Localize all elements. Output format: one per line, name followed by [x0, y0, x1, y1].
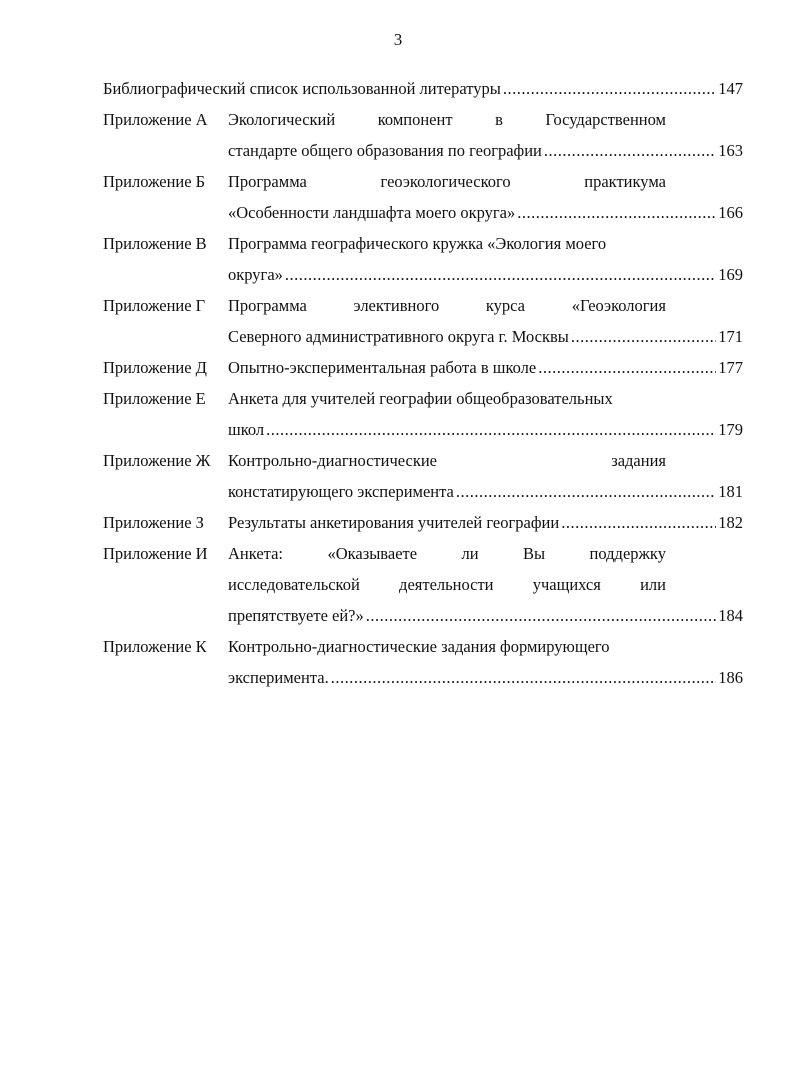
appendix-label: Приложение Г: [103, 296, 206, 315]
appendix-label: Приложение З: [103, 513, 204, 532]
word: или: [640, 575, 666, 594]
toc-entry-first-line: [228, 538, 666, 569]
toc-entry-title: стандарте общего образования по географии: [228, 141, 542, 160]
word: поддержку: [589, 544, 666, 563]
page-number: 3: [393, 30, 403, 49]
word: Государственном: [545, 110, 666, 129]
toc-entry-appendix-i[interactable]: [103, 538, 743, 631]
toc-entry-title: препятствуете ей?»: [228, 606, 364, 625]
toc-page-number: 181: [718, 482, 743, 501]
toc-entry-appendix-g[interactable]: [103, 290, 743, 352]
toc-page-number: 147: [718, 79, 743, 98]
leader-dots: [538, 352, 716, 383]
word: в: [495, 110, 503, 129]
toc-entry-appendix-d[interactable]: [103, 352, 743, 383]
appendix-label: Приложение И: [103, 544, 208, 563]
toc-entry-appendix-zh[interactable]: [103, 445, 743, 507]
leader-dots: [571, 321, 716, 352]
toc-entry-first-line: Анкета для учителей географии общеобразовательных: [228, 389, 613, 408]
leader-dots: [366, 600, 717, 631]
appendix-label: Приложение А: [103, 110, 208, 129]
appendix-label: Приложение Ж: [103, 451, 211, 470]
word: геоэкологического: [380, 172, 511, 191]
word: Вы: [523, 544, 546, 563]
word: Экологический: [228, 110, 336, 129]
toc-entry-first-line: [228, 166, 666, 197]
word: исследовательской: [228, 575, 360, 594]
word: практикума: [584, 172, 666, 191]
leader-dots: [517, 197, 716, 228]
toc-entry-first-line: Контрольно-диагностические задания формирующего: [228, 637, 610, 656]
leader-dots: [503, 73, 716, 104]
leader-dots: [561, 507, 716, 538]
toc-entry-bibliography[interactable]: [103, 73, 743, 104]
word: ли: [461, 544, 479, 563]
toc-page-number: 171: [718, 327, 743, 346]
toc-entry-title: «Особенности ландшафта моего округа»: [228, 203, 516, 222]
word: Контрольно-диагностические: [228, 451, 437, 470]
word: Программа: [228, 172, 307, 191]
word: деятельности: [399, 575, 494, 594]
toc-entry-title: школ: [228, 420, 265, 439]
toc-entry-title: эксперимента.: [228, 668, 329, 687]
toc-page-number: 163: [718, 141, 743, 160]
word: «Геоэкология: [571, 296, 666, 315]
toc-entry-first-line: [228, 290, 666, 321]
toc-entry-appendix-a[interactable]: [103, 104, 743, 166]
appendix-label: Приложение К: [103, 637, 207, 656]
leader-dots: [285, 259, 716, 290]
toc-page-number: 186: [718, 668, 743, 687]
appendix-label: Приложение Д: [103, 358, 207, 377]
toc-page-number: 169: [718, 265, 743, 284]
table-of-contents: [103, 73, 743, 693]
toc-entry-title: констатирующего эксперимента: [228, 482, 454, 501]
appendix-label: Приложение В: [103, 234, 207, 253]
toc-page-number: 182: [718, 513, 743, 532]
toc-entry-appendix-v[interactable]: [103, 228, 743, 290]
word: Программа: [228, 296, 307, 315]
toc-entry-middle-line: [228, 569, 666, 600]
toc-entry-title: Библиографический список использованной литературы: [103, 79, 501, 98]
toc-entry-first-line: [228, 104, 666, 135]
word: задания: [611, 451, 666, 470]
toc-page-number: 177: [718, 358, 743, 377]
toc-page-number: 184: [718, 606, 743, 625]
word: элективного: [353, 296, 440, 315]
word: учащихся: [532, 575, 601, 594]
word: Анкета:: [228, 544, 283, 563]
toc-entry-first-line: [228, 445, 666, 476]
appendix-label: Приложение Б: [103, 172, 206, 191]
word: компонент: [377, 110, 453, 129]
toc-entry-appendix-k[interactable]: [103, 631, 743, 693]
toc-entry-appendix-e[interactable]: [103, 383, 743, 445]
toc-entry-title: Результаты анкетирования учителей географии: [228, 513, 560, 532]
toc-entry-appendix-b[interactable]: [103, 166, 743, 228]
word: «Оказываете: [327, 544, 418, 563]
leader-dots: [266, 414, 716, 445]
leader-dots: [544, 135, 716, 166]
appendix-label: Приложение Е: [103, 389, 206, 408]
toc-entry-appendix-z[interactable]: [103, 507, 743, 538]
toc-entry-title: Опытно-экспериментальная работа в школе: [228, 358, 537, 377]
toc-entry-first-line: Программа географического кружка «Экология моего: [228, 234, 607, 253]
toc-entry-title: Северного административного округа г. Москвы: [228, 327, 569, 346]
leader-dots: [456, 476, 716, 507]
toc-page-number: 166: [718, 203, 743, 222]
leader-dots: [331, 662, 717, 693]
toc-entry-title: округа»: [228, 265, 283, 284]
toc-page-number: 179: [718, 420, 743, 439]
word: курса: [485, 296, 526, 315]
